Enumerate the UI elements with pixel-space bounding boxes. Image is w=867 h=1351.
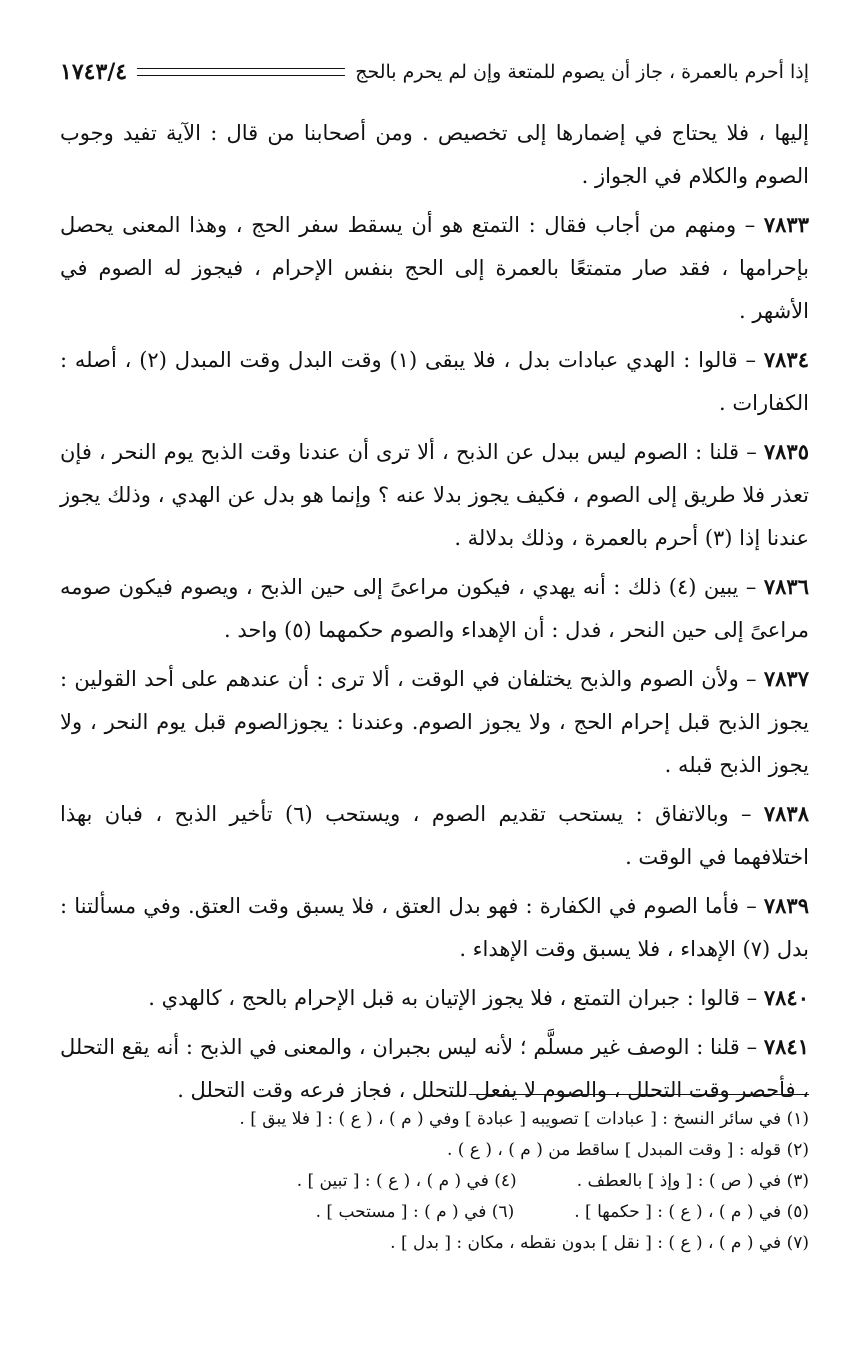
paragraph-text: – وبالاتفاق : يستحب تقديم الصوم ، ويستحب (٦) تأخير الذبح ، فبان بهذا اختلافهما في الوقت . [60,802,809,869]
paragraph-text: – فأما الصوم في الكفارة : فهو بدل العتق ، فلا يسبق وقت العتق. وفي مسألتنا : بدل (٧) الإهداء ، فلا يسبق وقت الإهداء . [60,894,809,961]
paragraph-number: ٧٨٣٤ [763,347,809,372]
footnotes [60,1104,809,1259]
paragraph-text: – قلنا : الوصف غير مسلَّم ؛ لأنه ليس بجبران ، والمعنى في الذبح : أنه يقع التحلل ، فأحصر وقت التحلل ، والصوم لا يفعل للتحلل ، فجاز فرعه وقت التحلل . [60,1035,809,1102]
paragraph [60,884,809,971]
paragraph-number: ٧٨٣٧ [763,666,809,691]
paragraph [60,657,809,787]
footnote-5: (٥) في ( م ) ، ( ع ) : [ حكمها ] . [574,1202,809,1222]
footnote-3: (٣) في ( ص ) : [ وإذ ] بالعطف . [576,1171,809,1191]
page-number: ١٧٤٣/٤ [60,59,128,85]
paragraph-number: ٧٨٣٥ [763,439,809,464]
paragraph [60,112,809,198]
paragraph [60,203,809,333]
paragraph-number: ٧٨٣٣ [763,212,809,237]
footnote-6: (٦) في ( م ) : [ مستحب ] . [315,1202,515,1222]
footnote-4: (٤) في ( م ) ، ( ع ) : [ تبين ] . [296,1171,517,1191]
paragraph [60,792,809,879]
paragraph-number: ٧٨٣٩ [763,893,809,918]
paragraph-number: ٧٨٤٠ [763,985,809,1010]
paragraph-text: – قالوا : الهدي عبادات بدل ، فلا يبقى (١) وقت البدل وقت المبدل (٢) ، أصله : الكفارات . [60,348,809,415]
footnote-separator [469,1094,809,1095]
paragraph-text: إليها ، فلا يحتاج في إضمارها إلى تخصيص . ومن أصحابنا من قال : الآية تفيد وجوب الصوم والكلام في الجواز . [60,121,809,188]
main-text [60,112,809,1117]
footnote-7: (٧) في ( م ) ، ( ع ) : [ نقل ] بدون نقطه ، مكان : [ بدل ] . [390,1233,809,1253]
paragraph-number: ٧٨٣٨ [763,801,809,826]
paragraph-text: – قالوا : جبران التمتع ، فلا يجوز الإتيان به قبل الإحرام بالحج ، كالهدي . [148,986,758,1010]
paragraph [60,338,809,425]
paragraph-number: ٧٨٣٦ [763,574,809,599]
paragraph [60,976,809,1020]
header-rule [137,68,345,76]
paragraph-text: – ومنهم من أجاب فقال : التمتع هو أن يسقط سفر الحج ، وهذا المعنى يحصل بإحرامها ، فقد صار متمتعًا بالعمرة إلى الحج بنفس الإحرام ، فيجوز له الصوم في الأشهر . [60,213,809,323]
running-header [60,52,809,92]
paragraph-text: – ولأن الصوم والذبح يختلفان في الوقت ، ألا ترى : أن عندهم على أحد القولين : يجوز الذبح قبل إحرام الحج ، ولا يجوز الصوم. وعندنا : يجوزالصوم قبل يوم النحر ، ولا يجوز الذبح قبله . [60,667,809,777]
footnote-row [60,1197,809,1228]
paragraph [60,430,809,560]
footnote-1: (١) في سائر النسخ : [ عبادات ] تصويبه [ عبادة ] وفي ( م ) ، ( ع ) : [ فلا يبق ] . [239,1109,809,1129]
paragraph-text: – قلنا : الصوم ليس ببدل عن الذبح ، ألا ترى أن عندنا وقت الذبح يوم النحر ، فإن تعذر فلا طريق إلى الصوم ، فكيف يجوز بدلا عنه ؟ وإنما هو بدل عن الهدي ، وذلك يجوز عندنا إذا (٣) أحرم بالعمرة ، وذلك بدلالة . [60,440,809,550]
footnote-2: (٢) قوله : [ وقت المبدل ] ساقط من ( م ) ، ( ع ) . [446,1140,809,1160]
paragraph [60,1025,809,1112]
paragraph-number: ٧٨٤١ [763,1034,809,1059]
footnote-row [60,1166,809,1197]
paragraph [60,565,809,652]
paragraph-text: – يبين (٤) ذلك : أنه يهدي ، فيكون مراعىً إلى حين الذبح ، ويصوم فيكون صومه مراعىً إلى حين النحر ، فدل : أن الإهداء والصوم حكمهما (٥) واحد . [60,575,809,642]
header-title: إذا أحرم بالعمرة ، جاز أن يصوم للمتعة وإن لم يحرم بالحج [355,61,809,83]
